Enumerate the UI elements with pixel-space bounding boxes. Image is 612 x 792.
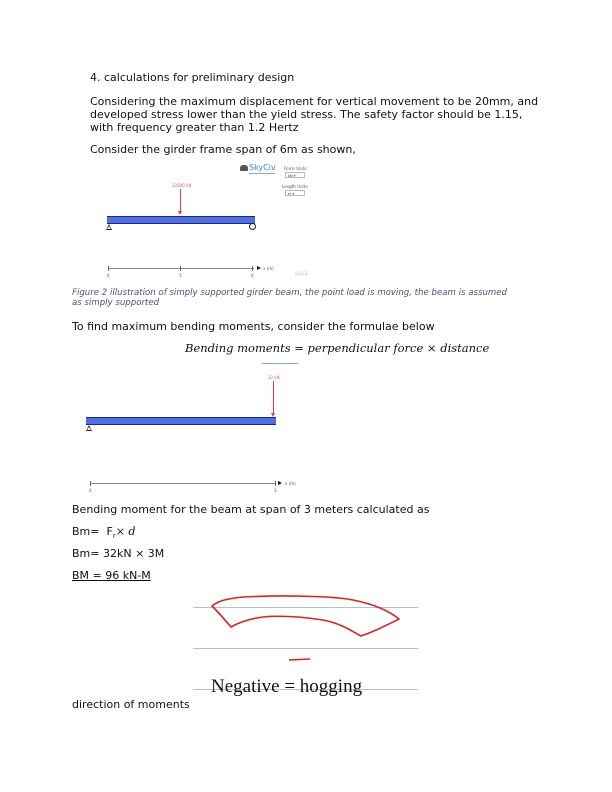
beam bbox=[107, 216, 255, 224]
paragraph: To find maximum bending moments, consider the formulae below bbox=[72, 320, 435, 333]
equation-1 bbox=[72, 525, 135, 543]
axis-tick bbox=[180, 266, 181, 271]
x-axis bbox=[108, 268, 254, 269]
tick-label: 3 bbox=[274, 488, 277, 493]
axis-tick bbox=[108, 266, 109, 271]
eq-var: F bbox=[106, 525, 113, 538]
paragraph-line: developed stress lower than the yield stress. The safety factor should be 1.15, bbox=[90, 108, 523, 121]
tick-label: 6 bbox=[251, 273, 254, 278]
beam bbox=[86, 417, 276, 425]
pin-support-icon bbox=[86, 425, 92, 431]
figure-caption: as simply supported bbox=[72, 298, 160, 308]
eq-prefix: Bm= bbox=[72, 525, 107, 538]
eq-subscript: r bbox=[112, 532, 116, 541]
point-load-arrow bbox=[180, 189, 181, 211]
arrow-head-icon bbox=[178, 211, 182, 215]
figure-beam-3m bbox=[70, 360, 315, 495]
cloud-icon bbox=[240, 165, 248, 171]
length-units-label: Length Units: bbox=[282, 184, 309, 189]
axis-tick bbox=[90, 481, 91, 486]
paragraph: Consider the girder frame span of 6m as shown, bbox=[90, 143, 356, 156]
figure-caption: Figure 2 illustration of simply supported girder beam, the point load is moving, the beam is assumed bbox=[72, 288, 508, 298]
axis-label: x (m) bbox=[285, 481, 296, 486]
tick-label: 0 bbox=[107, 273, 110, 278]
equation-result: BM = 96 kN-M bbox=[72, 569, 151, 582]
force-units-select[interactable]: kN ▾ bbox=[285, 172, 305, 178]
tick-label: 3 bbox=[179, 273, 182, 278]
force-units-label: Force Units: bbox=[284, 166, 308, 171]
x-axis bbox=[90, 483, 276, 484]
equation-2: Bm= 32kN × 3M bbox=[72, 547, 165, 560]
load-label: 32 kN bbox=[268, 375, 280, 380]
sketch-label: Negative = hogging bbox=[211, 676, 363, 697]
tick-label: 0 bbox=[89, 488, 92, 493]
skyciv-logo: SkyCiv bbox=[249, 163, 276, 172]
figure-simply-supported-beam bbox=[95, 160, 315, 280]
paragraph-line: with frequency greater than 1.2 Hertz bbox=[90, 121, 299, 134]
logo-tagline bbox=[249, 173, 275, 174]
paragraph: direction of moments bbox=[72, 698, 190, 711]
eq-rest: × d bbox=[115, 525, 136, 538]
axis-label: x (m) bbox=[263, 266, 274, 271]
axis-tick bbox=[252, 266, 253, 271]
pin-support-icon bbox=[106, 224, 112, 230]
formula: Bending moments = perpendicular force × distance bbox=[185, 341, 490, 355]
axis-arrow-icon bbox=[278, 481, 282, 485]
axis-arrow-icon bbox=[257, 266, 261, 270]
roller-support-icon bbox=[249, 223, 256, 230]
hogging-sketch-image bbox=[193, 592, 418, 700]
section-heading: 4. calculations for preliminary design bbox=[90, 71, 295, 84]
logo-tagline bbox=[262, 363, 298, 364]
axis-tick bbox=[275, 481, 276, 486]
paragraph: Bending moment for the beam at span of 3 meters calculated as bbox=[72, 503, 430, 516]
length-units-select[interactable]: m ▾ bbox=[285, 190, 305, 196]
version-label: v2.5.1 bbox=[295, 271, 308, 276]
load-label: 32000 kN bbox=[172, 183, 192, 188]
paragraph-line: Considering the maximum displacement for vertical movement to be 20mm, and bbox=[90, 95, 539, 108]
point-load-arrow bbox=[273, 381, 274, 414]
